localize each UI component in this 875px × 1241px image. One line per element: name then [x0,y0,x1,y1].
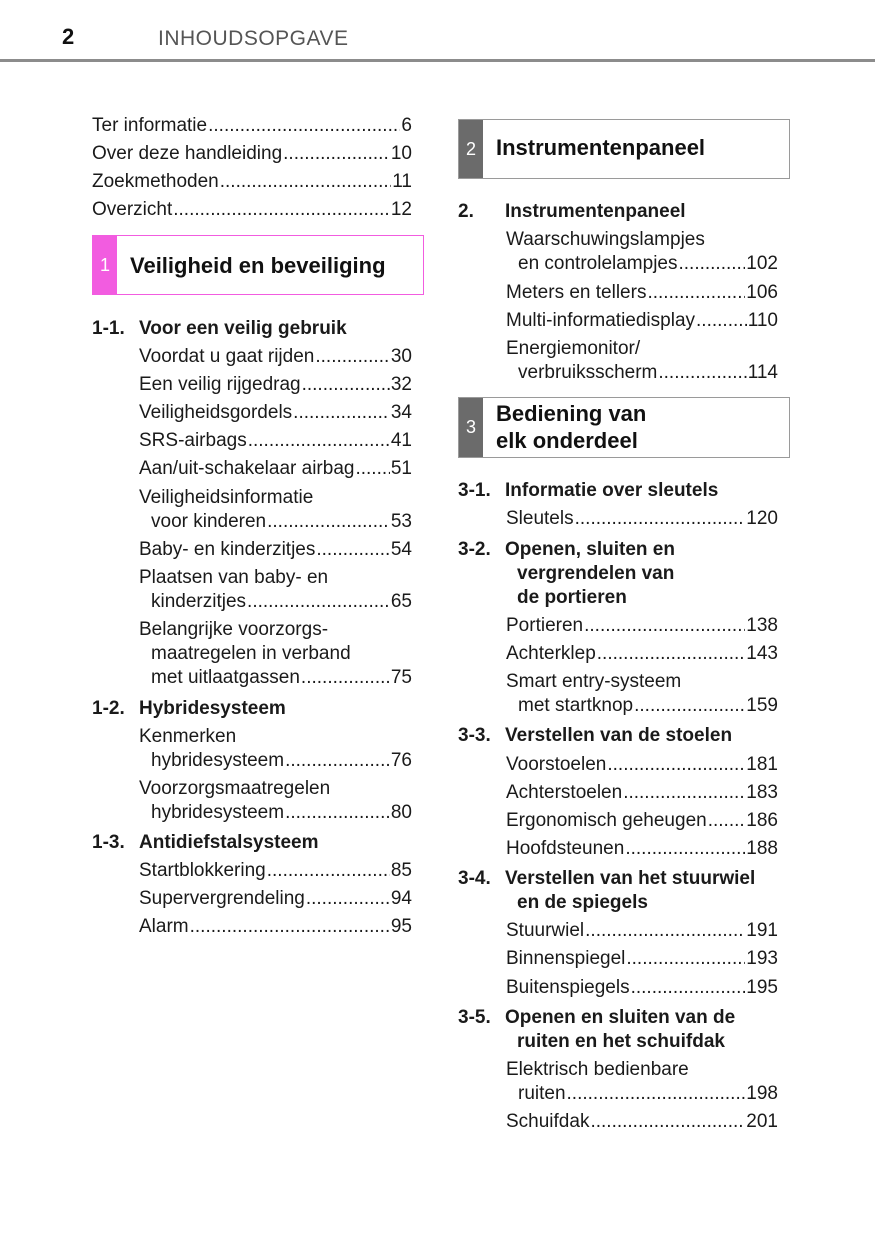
toc-entry[interactable]: Alarm ..... 95 [139,915,412,939]
toc-entry[interactable]: kinderzitjes ..... 65 [139,590,412,614]
toc-entry[interactable]: verbruiksscherm ..... 114 [506,361,778,385]
section-1-number: 1 [93,236,117,294]
toc-entry[interactable]: Ergonomisch geheugen ..... 186 [506,809,778,833]
toc-entry[interactable]: Aan/uit-schakelaar airbag ..... 51 [139,457,412,481]
toc-entry-line: Kenmerken [139,726,237,747]
page-header [0,0,875,62]
toc-entry[interactable]: Buitenspiegels ..... 195 [506,976,778,1000]
toc-entry[interactable]: Supervergrendeling ..... 94 [139,887,412,911]
toc-entry[interactable]: Baby- en kinderzitjes ..... 54 [139,538,412,562]
toc-entry-label: Over deze handleiding [92,143,283,164]
toc-entry[interactable]: met uitlaatgassen ..... 75 [139,666,412,690]
toc-entry[interactable]: Sleutels ..... 120 [506,507,778,531]
toc-entry-page: 6 [401,115,412,136]
toc-entry-line: Veiligheidsinformatie [139,487,314,508]
section-1-header[interactable] [92,235,424,295]
toc-entry-line: Voorzorgsmaatregelen [139,778,331,799]
toc-entry[interactable]: hybridesysteem ..... 76 [139,749,412,773]
toc-entry[interactable]: Achterstoelen ..... 183 [506,781,778,805]
toc-entry[interactable]: met startknop ..... 159 [506,694,778,718]
toc-entry[interactable]: en controlelampjes ..... 102 [506,252,778,276]
toc-entry-label: Ter informatie [92,115,208,136]
toc-entry[interactable]: ruiten ..... 198 [506,1082,778,1106]
toc-entry-line: Belangrijke voorzorgs- [139,619,329,640]
section-2-number: 2 [459,120,483,178]
toc-entry-label: Zoekmethoden [92,171,219,192]
toc-entry[interactable]: Schuifdak ..... 201 [506,1110,778,1134]
toc-entry-line: Elektrisch bedienbare [506,1059,689,1080]
toc-entry[interactable]: Hoofdsteunen ..... 188 [506,837,778,861]
toc-entry[interactable]: voor kinderen ..... 53 [139,510,412,534]
toc-entry-label: Overzicht [92,199,173,220]
toc-entry-line: Smart entry-systeem [506,671,682,692]
toc-entry[interactable]: Veiligheidsgordels ..... 34 [139,401,412,425]
toc-entry-line: Energiemonitor/ [506,338,641,359]
header-title: INHOUDSOPGAVE [158,27,349,50]
toc-entry-line: Plaatsen van baby- en [139,567,329,588]
toc-entry[interactable]: Startblokkering ..... 85 [139,859,412,883]
section-3-header[interactable] [458,397,790,458]
toc-entry-page: 10 [390,143,412,164]
section-3-title-line1: Bediening van [496,401,647,426]
toc-entry[interactable]: Stuurwiel ..... 191 [506,919,778,943]
section-2-header[interactable] [458,119,790,179]
page-number: 2 [62,24,75,49]
toc-entry[interactable] [92,170,412,194]
toc-entry[interactable]: Multi-informatiedisplay ..... 110 [506,309,778,333]
toc-entry[interactable] [92,114,412,138]
toc-entry[interactable]: Voordat u gaat rijden ..... 30 [139,345,412,369]
toc-entry[interactable]: Binnenspiegel ..... 193 [506,947,778,971]
toc-entry[interactable]: Een veilig rijgedrag ..... 32 [139,373,412,397]
toc-entry[interactable]: Meters en tellers ..... 106 [506,281,778,305]
toc-entry[interactable]: Portieren ..... 138 [506,614,778,638]
toc-entry[interactable]: SRS-airbags ..... 41 [139,429,412,453]
toc-entry[interactable]: hybridesysteem ..... 80 [139,801,412,825]
section-3-number: 3 [459,398,483,457]
toc-entry-line: Waarschuwingslampjes [506,229,705,250]
section-1-title: Veiligheid en beveiliging [130,253,386,278]
toc-entry[interactable]: Achterklep ..... 143 [506,642,778,666]
toc-entry-page: 12 [390,199,412,220]
toc-entry-page: 11 [392,171,412,192]
toc-entry-line: maatregelen in verband [151,643,351,664]
toc-entry[interactable] [92,142,412,166]
section-3-title-line2: elk onderdeel [496,428,638,453]
section-2-title: Instrumentenpaneel [496,135,706,160]
toc-entry[interactable]: Voorstoelen ..... 181 [506,753,778,777]
toc-entry[interactable] [92,198,412,222]
